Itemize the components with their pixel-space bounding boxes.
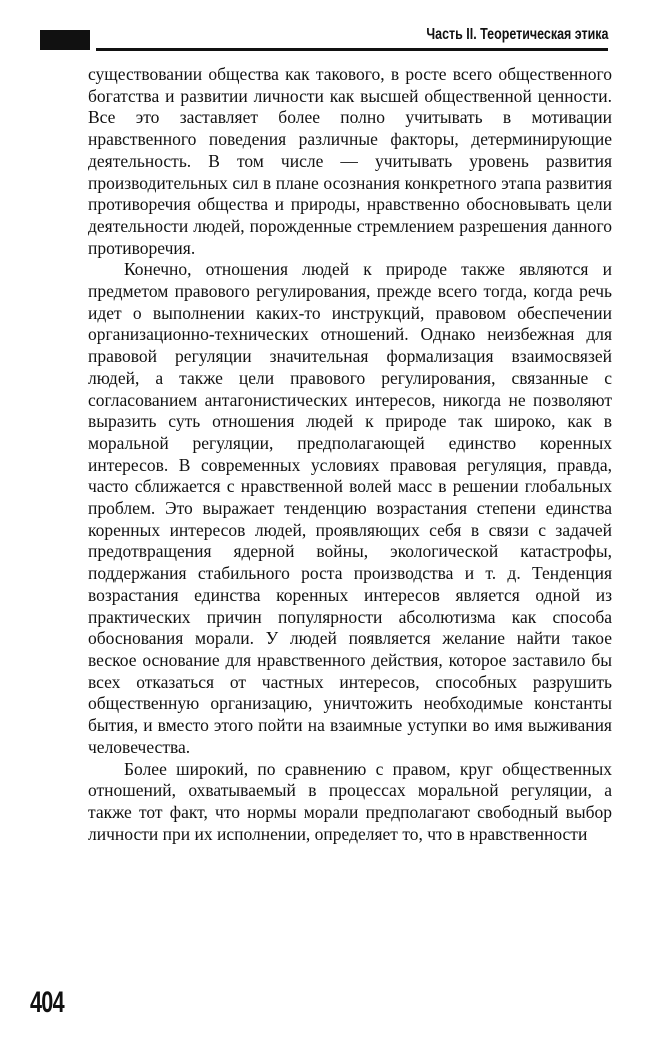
paragraph-1: существовании общества как такового, в росте всего общественного богатства и развитии личности как высшей общественной ценности. Все это заставляет более полно учитывать в мотивации нравственного поведения различные факторы, детерминирующие деятельность. В том числе — учитывать уровень развития производительных сил в плане осознания конкретного этапа развития противоречия общества и природы, нравственно обосновывать цели деятельности людей, порожденные стремлением разрешения данного противоречия. — [88, 64, 612, 258]
page-number: 404 — [30, 986, 64, 1019]
body-text — [88, 64, 612, 845]
paragraph-2: Конечно, отношения людей к природе также являются и предметом правового регулирования, прежде всего тогда, когда речь идет о выполнении каких-то инструкций, правовом обеспечении организационно-технических отношений. Однако неизбежная для правовой регуляции значительная формализация взаимосвязей людей, а также цели правового регулирования, связанные с согласованием антагонистических интересов, никогда не позволяют выразить суть отношения людей к природе так широко, как в моральной регуляции, предполагающей единство коренных интересов. В современных условиях правовая регуляция, правда, часто сближается с нравственной волей масс в решении глобальных проблем. Это выражает тенденцию возрастания степени единства коренных интересов людей, проявляющих себя в связи с задачей предотвращения ядерной войны, экологической катастрофы, поддержания стабильного роста производства и т. д. Тенденция возрастания единства коренных интересов является одной из практических причин популярности абсолютизма как способа обоснования морали. У людей появляется желание найти такое веское основание для нравственного действия, которое заставило бы всех отказаться от частных интересов, способных разрушить общественную организацию, уничтожить необходимые константы бытия, и вместо этого пойти на взаимные уступки во имя выживания человечества. — [88, 259, 612, 757]
header-rule — [96, 48, 608, 51]
paragraph-3: Более широкий, по сравнению с правом, круг общественных отношений, охватываемый в процессах моральной регуляции, а также тот факт, что нормы морали предполагают свободный выбор личности при их исполнении, определяет то, что в нравственности — [88, 758, 612, 844]
header-black-bar — [40, 30, 90, 50]
running-header-title: Часть II. Теоретическая этика — [425, 26, 608, 43]
